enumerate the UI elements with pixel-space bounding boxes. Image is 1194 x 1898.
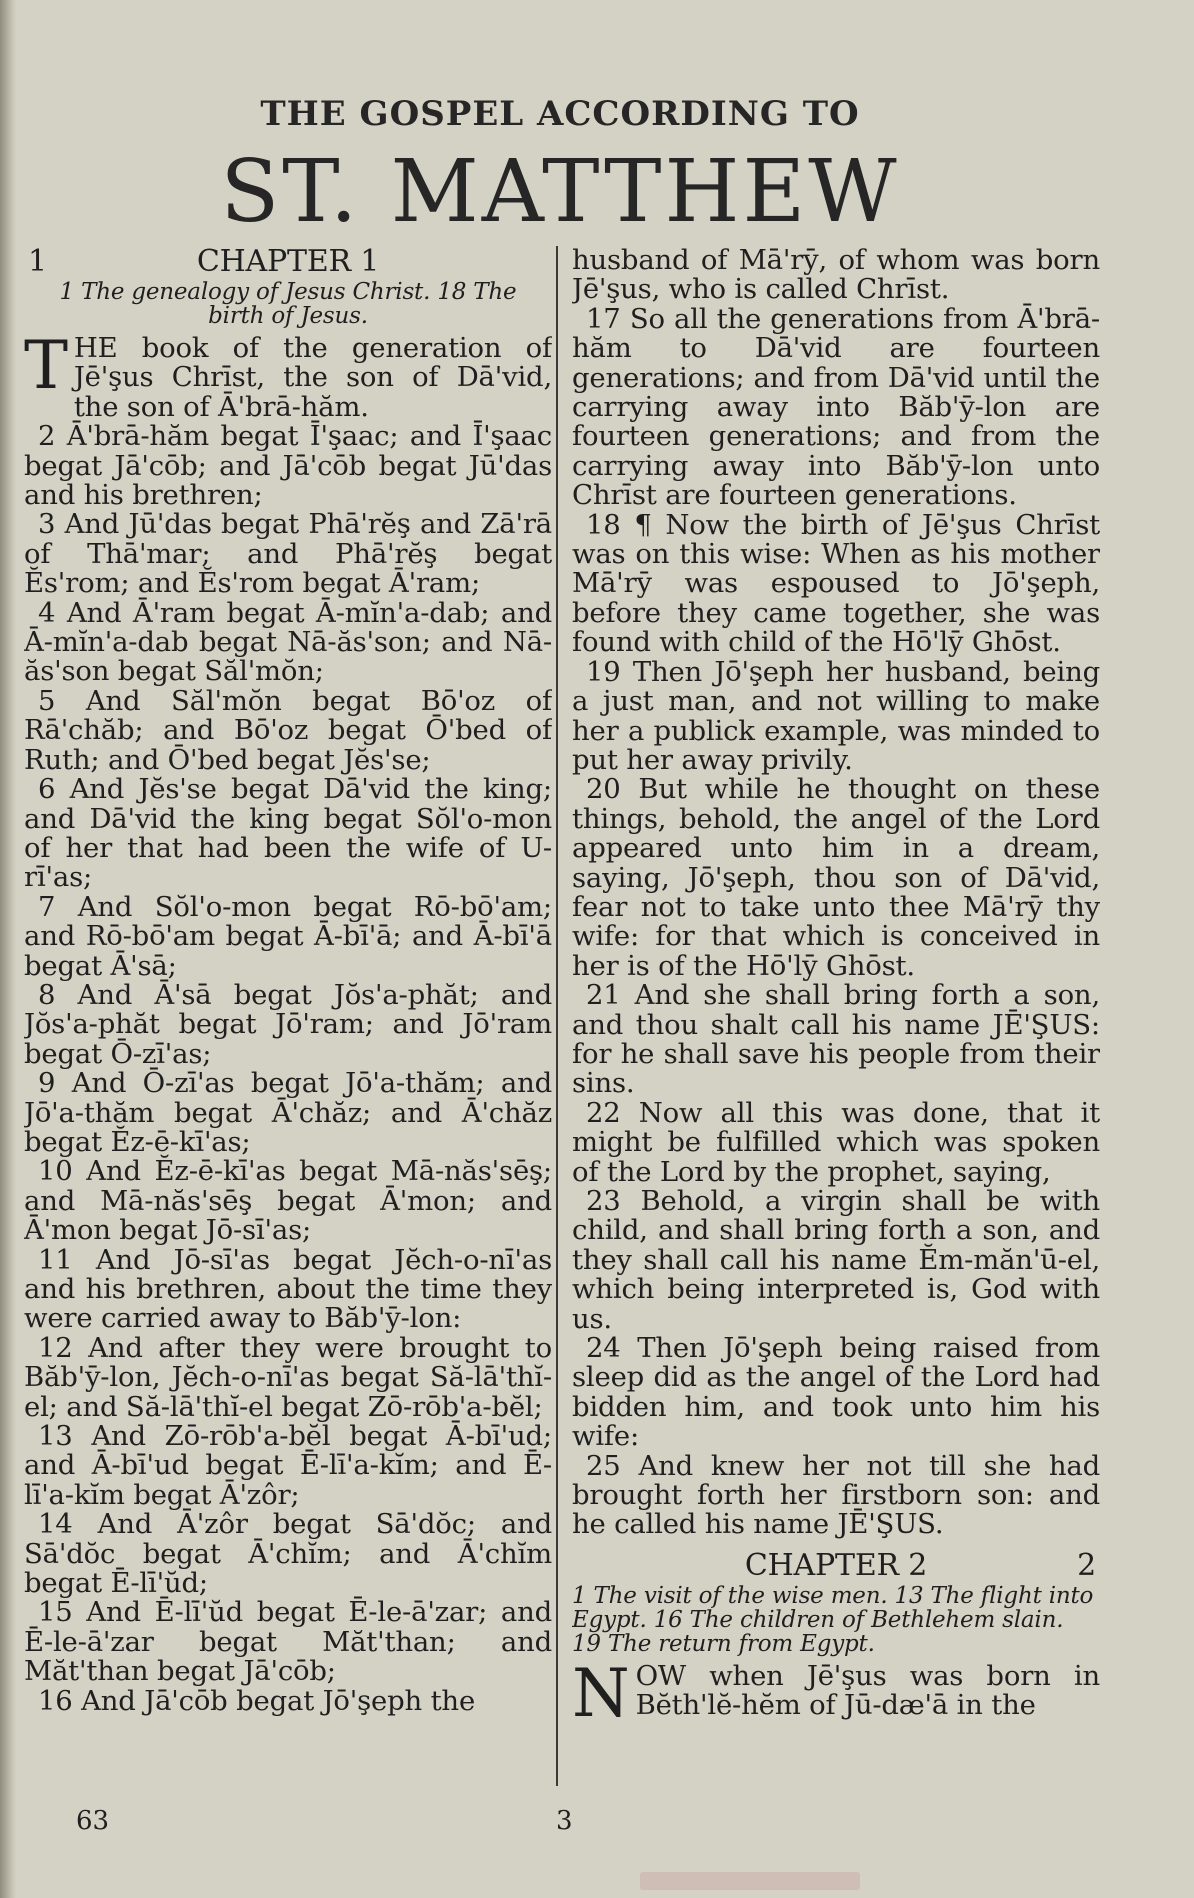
chapter-2-verse-1-text: OW when Jē'şus was born in Bĕth'lĕ-hĕm of Jū-dæ'ā in the [635,1659,1100,1722]
verse: 11 And Jō-sī'as begat Jĕch-o-nī'as and his brethren, about the time they were carried away to Băb'ȳ-lon: [24,1243,552,1335]
page-number-left: 63 [76,1806,110,1836]
left-column [24,246,552,1806]
chapter-2-margin-number: 2 [1077,1547,1096,1583]
verse: 19 Then Jō'şeph her husband, being a just man, and not willing to make her a publick example, was minded to put her away privily. [572,655,1100,776]
verse-16-continuation: husband of Mā'rȳ, of whom was born Jē'şus, who is called Chrīst. [572,246,1100,306]
verse: 18 ¶ Now the birth of Jē'şus Chrīst was on this wise: When as his mother Mā'rȳ was espoused to Jō'şeph, before they came together, she was found with child of the Hō'lȳ Ghōst. [572,508,1100,659]
chapter-2-heading [572,1547,1100,1583]
verse: 8 And Ā'sā begat Jŏs'a-phăt; and Jŏs'a-phăt begat Jō'ram; and Jō'ram begat Ō-zī'as; [24,978,552,1070]
verse: 6 And Jĕs'se begat Dā'vid the king; and Dā'vid the king begat Sŏl'o-mon of her that had been the wife of U-rī'as; [24,773,552,894]
book-title: ST. MATTHEW [220,142,900,242]
verse-1 [24,327,552,423]
verse: 24 Then Jō'şeph being raised from sleep did as the angel of the Lord had bidden him, and took unto him his wife: [572,1332,1100,1453]
dropcap-n: N [572,1654,630,1732]
chapter-2-title: CHAPTER 2 [744,1547,928,1583]
verse: 5 And Săl'mŏn begat Bō'oz of Rā'chăb; and Bō'oz begat Ō'bed of Ruth; and Ō'bed begat Jĕs'se; [24,684,552,776]
verse: 25 And knew her not till she had brought forth her firstborn son: and he called his name JĒ'ŞUS. [572,1449,1100,1541]
verse: 17 So all the generations from Ā'brā-hăm to Dā'vid are fourteen generations; and from Dā'vid until the carrying away into Băb'ȳ-lon are fourteen generations; and from the carrying away into Băb'ȳ-lon unto Chrīst are fourteen generations. [572,302,1100,512]
verse: 13 And Zō-rōb'a-bĕl begat Ā-bī'ud; and Ā-bī'ud begat Ē-lī'a-kĭm; and Ē-lī'a-kĭm begat Ā'zôr; [24,1420,552,1511]
book-spine-shadow [0,0,16,1898]
verse: 3 And Jū'das begat Phā'rĕş and Zā'rā of Thā'mar; and Phā'rĕş begat Ĕs'rom; and Ĕs'rom begat Ā'ram; [24,508,552,600]
verse: 23 Behold, a virgin shall be with child, and shall bring forth a son, and they shall call his name Ĕm-măn'ū-el, which being interpreted is, God with us. [572,1185,1100,1335]
chapter-1-title: CHAPTER 1 [196,246,380,279]
verse: 21 And she shall bring forth a son, and thou shalt call his name JĒ'ŞUS: for he shall save his people from their sins. [572,979,1100,1100]
dropcap-t: T [24,327,68,404]
verse: 15 And Ē-lī'ŭd begat Ē-le-ā'zar; and Ē-le-ā'zar begat Măt'than; and Măt'than begat Jā'cōb; [24,1596,552,1688]
verse: 22 Now all this was done, that it might be fulfilled which was spoken of the Lord by the prophet, saying, [572,1096,1100,1188]
verse: 9 And Ō-zī'as begat Jō'a-thăm; and Jō'a-thăm begat Ā'chăz; and Ā'chăz begat Ĕz-ē-kī'as; [24,1067,552,1158]
verse: 10 And Ĕz-ē-kī'as begat Mā-năs'sēş; and Mā-năs'sēş begat Ā'mon; and Ā'mon begat Jō-sī'as; [24,1155,552,1247]
chapter-1-heading [24,246,552,278]
gospel-subtitle: THE GOSPEL ACCORDING TO [260,94,860,134]
verse: 7 And Sŏl'o-mon begat Rō-bō'am; and Rō-bō'am begat Ā-bī'ā; and Ā-bī'ā begat Ā'sā; [24,890,552,982]
chapter-2-verse-1 [572,1654,1100,1732]
chapter-1-margin-number: 1 [28,246,47,279]
page-number-center: 3 [556,1806,573,1836]
page-edge-stain [640,1872,860,1890]
right-column [572,246,1100,1806]
verse: 20 But while he thought on these things, behold, the angel of the Lord appeared unto him in a dream, saying, Jō'şeph, thou son of Dā'vid, fear not to take unto thee Mā'rȳ thy wife: for that which is conceived in her is of the Hō'lȳ Ghōst. [572,773,1100,982]
verse: 16 And Jā'cōb begat Jō'şeph the [38,1684,476,1717]
chapter-1-summary: 1 The genealogy of Jesus Christ. 18 The birth of Jesus. [59,279,517,329]
verse: 4 And Ā'ram begat Ā-mĭn'a-dab; and Ā-mĭn'a-dab begat Nā-ăs'son; and Nā-ăs'son begat Săl'mŏn; [24,596,552,688]
chapter-2-summary: 1 The visit of the wise men. 13 The flight into Egypt. 16 The children of Bethlehem slain. 19 The return from Egypt. [572,1582,1094,1657]
verse-1-text: HE book of the generation of Jē'şus Chrīst, the son of Dā'vid, the son of Ā'brā-hăm. [73,332,552,423]
column-divider [556,246,558,1786]
verse: 2 Ā'brā-hăm begat Ī'şaac; and Ī'şaac begat Jā'cōb; and Jā'cōb begat Jū'das and his brethren; [24,420,552,512]
verse: 14 And Ā'zôr begat Sā'dŏc; and Sā'dŏc begat Ā'chĭm; and Ā'chĭm begat Ē-lī'ŭd; [24,1508,552,1600]
verse: 12 And after they were brought to Băb'ȳ-lon, Jĕch-o-nī'as begat Să-lā'thĭ-el; and Să-lā'thĭ-el begat Zō-rōb'a-bĕl; [24,1331,552,1423]
